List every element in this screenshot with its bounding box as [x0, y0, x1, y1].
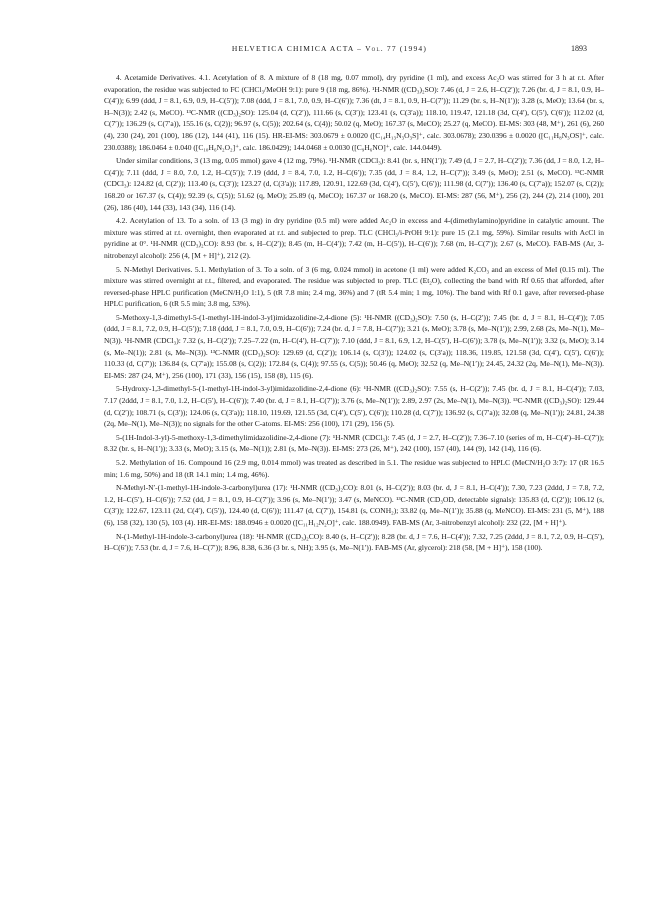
paragraph-compound-18: N-(1-Methyl-1H-indole-3-carbonyl)urea (18): ¹H-NMR ((CD₃)₂CO): 8.40 (s, H–C(2′)); 8.28 (br. d, J = 7.6, H–C(4′)); 7.32, 7.25 (2ddd, J = 8.1, 7.2, 0.9, H–C(5′), H–C(6′)); 7.53 (br. d, J = 7.6, H–C(7′)); 8.96, 8.38, 6.36 (3 br. s, NH); 3.95 (s, Me–N(1′)). FAB-MS (Ar, glycerol): 218 (58, [M + H]⁺), 158 (100). — [104, 531, 604, 553]
paragraph-methylation-3: 5. N-Methyl Derivatives. 5.1. Methylation of 3. To a soln. of 3 (6 mg, 0.024 mmol) in acetone (1 ml) were added K₂CO₃ and an excess of MeI (0.15 ml). The mixture was stirred overnight at r.t., filtered, and evaporated. The residue was subjected to prep. TLC (Et₂O), collecting the band with Rf 0.65 that afforded, after reversed-phase HPLC purification (MeCN/H₂O 1:1), 5 (tR 7.8 min; 2.4 mg, 36%) and 7 (tR 5.4 min; 1 mg, 10%). The band with Rf 0.1 gave, after reversed-phase HPLC purification, 6 (tR 5.5 min; 3.8 mg, 53%). — [104, 264, 604, 309]
paragraph-acetylation-3: Under similar conditions, 3 (13 mg, 0.05 mmol) gave 4 (12 mg, 79%). ¹H-NMR (CDCl₃): 8.41 (br. s, HN(1′)); 7.49 (d, J = 2.7, H–C(2′)); 7.36 (dd, J = 8.0, 1.2, H–C(4′)); 7.11 (ddd, J = 8.0, 7.0, 1.2, H–C(5′)); 7.19 (ddd, J = 8.4, 7.0, 1.2, H–C(6′)); 7.35 (dd, J = 8.4, 1.2, H–C(7′)); 3.49 (s, MeO); 2.51 (s, MeCO). ¹³C-NMR (CDCl₃): 124.82 (d, C(2′)); 113.40 (s, C(3′)); 123.27 (d, C(3′a)); 117.89, 120.91, 122.69 (3d, C(4′), C(5′), C(6′)); 111.98 (d, C(7′)); 136.40 (s, C(7′a)); 152.07 (s, C(2)); 168.20 or 167.37 (s, C(4)); 92.39 (s, C(5)); 51.62 (q, MeO); 25.89 (q, MeCO); 167.37 or 168.20 (s, MeCO). EI-MS: 287 (56, M⁺), 256 (2), 244 (2), 214 (100), 201 (26), 186 (40), 144 (33), 143 (34), 116 (14). — [104, 156, 604, 212]
paragraph-methylation-16: 5.2. Methylation of 16. Compound 16 (2.9 mg, 0.014 mmol) was treated as described in 5.1. The residue was subjected to HPLC (MeCN/H₂O 3:7): 17 (tR 16.5 min; 1.6 mg, 50%) and 18 (tR 14.1 min; 1.4 mg, 46%). — [104, 458, 604, 479]
paragraph-compound-5: 5-Methoxy-1,3-dimethyl-5-(1-methyl-1H-indol-3-yl)imidazolidine-2,4-dione (5): ¹H-NMR ((CD₃)₂SO): 7.50 (s, H–C(2′)); 7.45 (br. d, J = 8.1, H–C(4′)); 7.05 (ddd, J = 8.1, 7.2, 0.9, H–C(5′)); 7.18 (ddd, J = 8.1, 7.0, 0.9, H–C(6′)); 7.24 (br. d, J = 7.8, H–C(7′)); 3.21 (s, MeO); 3.78 (s, Me–N(1′)); 2.99, 2.68 (2s, Me–N(1), Me–N(3)). ¹H-NMR (CDCl₃): 7.32 (s, H–C(2′)); 7.25–7.22 (m, H–C(4′), H–C(7′)); 7.10 (ddd, J = 8.1, 6.9, 1.2, H–C(5′), H–C(6′)); 3.78 (s, Me–N(1′)); 3.32 (s, MeO); 3.14 (s, Me–N(1)); 2.81 (s, Me–N(3)). ¹³C-NMR ((CD₃)₂SO): 129.69 (d, C(2′)); 106.14 (s, C(3′)); 124.02 (s, C(3′a)); 118.36, 119.85, 121.58 (3d, C(4′), C(5′), C(6′)); 110.33 (d, C(7′)); 136.84 (s, C(7′a)); 155.08 (s, C(2)); 172.84 (s, C(4)); 97.55 (s, C(5)); 50.46 (q, MeO); 32.52 (q, Me–N(1′)); 24.45, 24.32 (2q, Me–N(1), Me–N(3)). EI-MS: 287 (24, M⁺), 256 (100), 171 (33), 156 (15), 158 (8), 115 (6). — [104, 312, 604, 380]
paragraph-compound-7: 5-(1H-Indol-3-yl)-5-methoxy-1,3-dimethylimidazolidine-2,4-dione (7): ¹H-NMR (CDCl₃): 7.45 (d, J = 2.7, H–C(2′)); 7.36–7.10 (series of m, H–C(4′)–H–C(7′)); 8.32 (br. s, H–N(1′)); 3.33 (s, MeO); 3.15 (s, Me–N(1)); 2.81 (s, Me–N(3)). EI-MS: 273 (26, M⁺), 242 (100), 157 (40), 144 (9), 142 (14), 116 (6). — [104, 432, 604, 454]
paragraph-acetylation-13: 4.2. Acetylation of 13. To a soln. of 13 (3 mg) in dry pyridine (0.5 ml) were added Ac₂O in excess and 4-(dimethylamino)pyridine in catalytic amount. The mixture was stirred at r.t. overnight, then evaporated at r.t. and subjected to prep. TLC (CHCl₃/i-PrOH 9:1): pure 15 (2.1 mg, 59%). Similar results with AcCl in pyridine at 0°. ¹H-NMR ((CD₃)₂CO): 8.93 (br. s, H–C(2′)); 8.45 (m, H–C(4′)); 7.42 (m, H–C(5′)), H–C(6′)); 7.68 (m, H–C(7′)); 2.67 (s, MeCO). FAB-MS (Ar, 3-nitrobenzyl alcohol): 256 (4, [M + H]⁺), 212 (2). — [104, 216, 604, 260]
paragraph-acetylation-8: 4. Acetamide Derivatives. 4.1. Acetylation of 8. A mixture of 8 (18 mg, 0.07 mmol), dry pyridine (1 ml), and excess Ac₂O was stirred for 3 h at r.t. After evaporation, the residue was subjected to FC (CHCl₃/MeOH 9:1): pure 9 (18 mg, 86%). ¹H-NMR ((CD₃)₂SO): 7.46 (d, J = 2.6, H–C(2′)); 7.26 (br. d, J = 8.1, 0.9, H–C(4′)); 6.99 (ddd, J = 8.1, 6.9, 0.9, H–C(5′)); 7.08 (ddd, J = 8.1, 7.0, 0.9, H–C(6′)); 7.36 (dt, J = 8.1, 0.9, H–C(7′)); 11.29 (br. s, H–N(1′)); 3.28 (s, MeO); 13.64 (br. s, H–N(3)); 2.42 (s, MeCO). ¹³C-NMR ((CD₃)₂SO): 125.04 (d, C(2′)), 111.66 (s, C(3′)); 123.41 (s, C(3′a)); 118.10, 119.47, 121.18 (3d, C(4′), C(5′), C(6′)); 112.02 (d, C(7′)); 136.29 (s, C(7′a)), 155.16 (s, C(2)); 96.97 (s, C(5)); 202.64 (s, C(4)); 50.02 (q, MeO); 167.37 (s, MeCO); 25.27 (q, MeCO). EI-MS: 303 (48, M⁺), 261 (6), 260 (4), 230 (24), 201 (100), 186 (12), 144 (41), 116 (15). HR-EI-MS: 303.0679 ± 0.0020 ([C₁₄H₁₃N₃O₃S]⁺, calc. 303.0678); 230.0396 ± 0.0020 ([C₁₁H₈N₃OS]⁺, calc. 230.0388); 186.0464 ± 0.040 ([C₁₀H₆N₂O₂]⁺, calc. 186.0429); 144.0468 ± 0.0030 ([C₉H₆NO]⁺, calc. 144.0449). — [104, 73, 604, 152]
article-body — [104, 72, 604, 556]
paragraph-compound-17: N-Methyl-N′-(1-methyl-1H-indole-3-carbonyl)urea (17): ¹H-NMR ((CD₃)₂CO): 8.01 (s, H–C(2′)); 8.03 (br. d, J = 8.1, H–C(4′)); 7.30, 7.23 (2ddd, J = 7.8, 7.2, 1.2, H–C(5′), H–C(6′)); 7.52 (dd, J = 8.1, 0.9, H–C(7′)); 3.96 (s, Me–N(1′)); 3.47 (s, MeNCO). ¹³C-NMR (CD₃OD, detectable signals): 135.83 (d, C(2′)); 106.12 (s, C(3′)); 122.67, 123.11 (2d, C(4′), C(5′)), 124.40 (d, C(6′)); 111.47 (d, C(7′)), 154.81 (s, CONH₂); 33.82 (q, Me–N(1′)); 35.88 (q, MeNCO). EI-MS: 231 (5, M⁺), 188 (6), 158 (32), 130 (5), 103 (4). HR-EI-MS: 188.0946 ± 0.0020 ([C₁₁H₁₂N₂O]⁺, calc. 188.0949). FAB-MS (Ar, 3-nitrobenzyl alcohol): 232 (22, [M + H]⁺). — [104, 483, 604, 527]
journal-title: HELVETICA CHIMICA ACTA – Vol. 77 (1994) — [231, 44, 428, 53]
running-head — [0, 44, 659, 58]
page-number: 1893 — [571, 44, 587, 53]
paragraph-compound-6: 5-Hydroxy-1,3-dimethyl-5-(1-methyl-1H-indol-3-yl)imidazolidine-2,4-dione (6): ¹H-NMR ((CD₃)₂SO): 7.55 (s, H–C(2′)); 7.45 (br. d, J = 8.1, H–C(4′)); 7.03, 7.17 (2ddd, J = 8.1, 7.0, 1.2, H–C(5′), H–C(6′)); 7.40 (br. d, J = 8.1, H–C(7′)); 3.76 (s, Me–N(1′)); 2.89, 2.97 (2s, Me–N(1), Me–N(3)). ¹³C-NMR ((CD₃)₂SO): 129.44 (d, C(2′)); 108.71 (s, C(3′)); 124.06 (s, C(3′a)); 118.10, 119.69, 121.55 (3d, C(4′), C(5′), C(6′)); 110.28 (d, C(7′)); 136.92 (s, C(7′a)); 32.08 (q, Me–N(1′)); 24.81, 24.38 (2q, Me–N(1), Me–N(3)); no signals for the other C-atoms. EI-MS: 256 (100), 171 (29), 156 (5). — [104, 384, 604, 429]
